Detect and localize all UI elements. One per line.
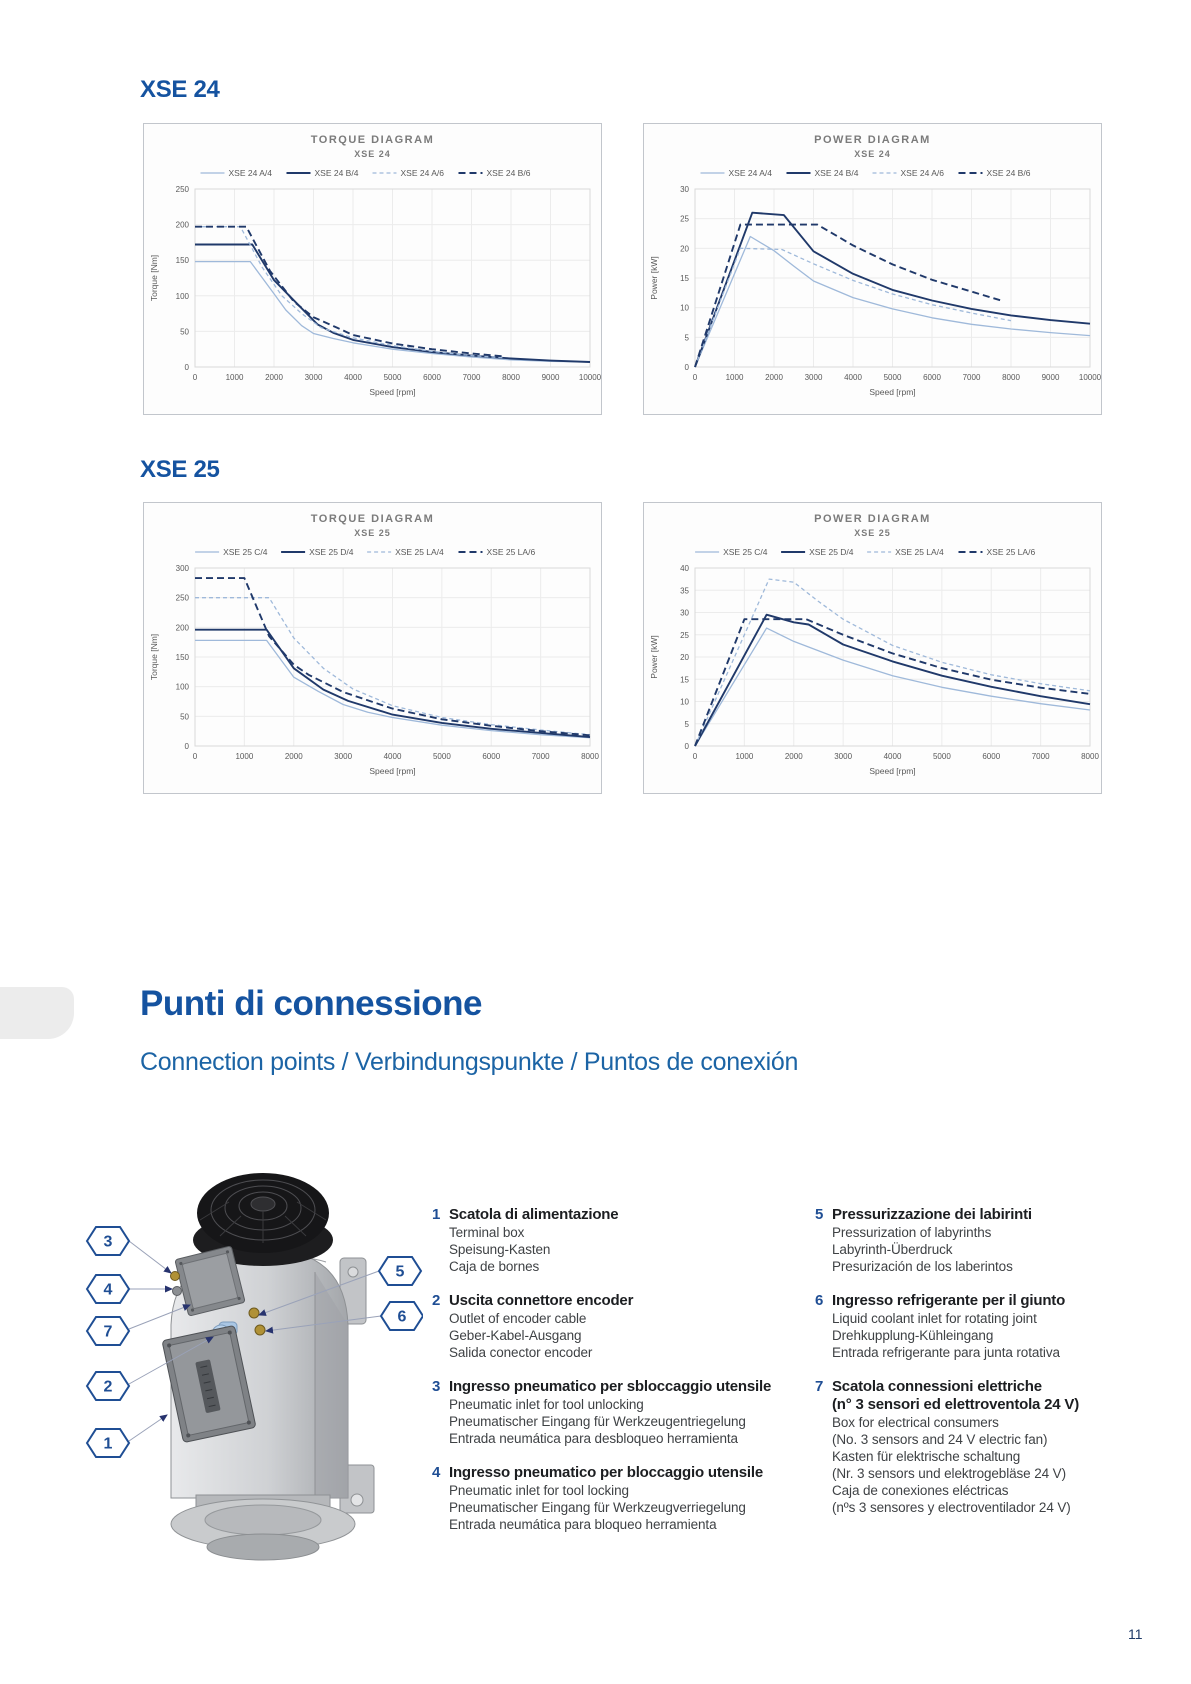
svg-text:XSE 25 LA/4: XSE 25 LA/4: [895, 547, 944, 557]
svg-text:10: 10: [680, 697, 689, 707]
torque-diagram-xse24: [143, 123, 602, 415]
svg-text:6000: 6000: [482, 752, 501, 761]
svg-text:0: 0: [692, 373, 698, 382]
connection-item-translation: Outlet of encoder cable: [449, 1311, 587, 1326]
svg-text:10000: 10000: [578, 373, 602, 382]
connection-item-title: (n° 3 sensori ed elettroventola 24 V): [832, 1396, 1080, 1413]
connection-item-3: [432, 1378, 782, 1447]
svg-text:1000: 1000: [225, 373, 244, 382]
svg-text:4000: 4000: [883, 752, 902, 761]
connection-item-title: Ingresso pneumatico per sbloccaggio utensile: [449, 1378, 772, 1395]
svg-text:0: 0: [692, 752, 698, 761]
callout-badge-2: [87, 1372, 129, 1400]
connection-item-translation: Terminal box: [449, 1225, 525, 1240]
svg-text:100: 100: [175, 291, 189, 301]
connection-item-body: [449, 1206, 618, 1275]
svg-text:8000: 8000: [502, 373, 520, 382]
connection-item-translation: Salida conector encoder: [449, 1345, 593, 1360]
svg-text:30: 30: [680, 185, 689, 194]
svg-text:50: 50: [180, 327, 189, 337]
svg-text:7000: 7000: [1031, 752, 1050, 761]
svg-text:2000: 2000: [284, 752, 303, 761]
connection-item-translation: Caja de bornes: [449, 1259, 540, 1274]
svg-text:7000: 7000: [531, 752, 550, 761]
svg-text:XSE 24 B/6: XSE 24 B/6: [986, 168, 1031, 178]
svg-text:20: 20: [680, 653, 689, 662]
callout-badge-5: [379, 1257, 421, 1285]
connection-item-translation: Speisung-Kasten: [449, 1242, 551, 1257]
svg-text:3: 3: [103, 1233, 113, 1251]
connection-item-translation: (Nr. 3 sensors und elektrogebläse 24 V): [832, 1466, 1066, 1481]
connection-item-translation: Kasten für elektrische schaltung: [832, 1449, 1021, 1464]
connection-item-6: [815, 1292, 1125, 1361]
callout-badge-3: [87, 1227, 129, 1255]
svg-text:XSE 25 LA/6: XSE 25 LA/6: [986, 547, 1036, 557]
svg-text:XSE 24 B/4: XSE 24 B/4: [814, 168, 859, 178]
svg-text:Speed [rpm]: Speed [rpm]: [369, 387, 416, 397]
svg-text:XSE 25 D/4: XSE 25 D/4: [309, 547, 354, 557]
svg-text:3000: 3000: [834, 752, 853, 761]
svg-text:5000: 5000: [432, 752, 451, 761]
svg-text:250: 250: [175, 593, 189, 603]
connection-item-translation: Labyrinth-Überdruck: [832, 1242, 953, 1257]
connection-item-number: 4: [432, 1464, 441, 1481]
svg-text:9000: 9000: [1041, 373, 1060, 382]
svg-text:TORQUE DIAGRAM: TORQUE DIAGRAM: [310, 134, 435, 146]
model-heading-xse25: XSE 25: [140, 456, 220, 483]
svg-text:4000: 4000: [844, 373, 862, 382]
svg-text:35: 35: [680, 586, 689, 596]
callout-badge-4: [87, 1275, 129, 1303]
svg-text:XSE 24 A/6: XSE 24 A/6: [400, 168, 444, 178]
svg-text:TORQUE DIAGRAM: TORQUE DIAGRAM: [310, 513, 435, 525]
connection-item-translation: (nºs 3 sensores y electroventilador 24 V): [832, 1500, 1071, 1515]
connection-item-translation: Pneumatic inlet for tool unlocking: [449, 1397, 644, 1412]
svg-text:XSE 25 D/4: XSE 25 D/4: [809, 547, 854, 557]
svg-text:3000: 3000: [804, 373, 823, 382]
svg-text:3000: 3000: [304, 373, 323, 382]
connection-item-number: 3: [432, 1378, 441, 1395]
connection-item-number: 6: [815, 1292, 824, 1309]
connection-item-number: 1: [432, 1206, 441, 1223]
torque-diagram-xse25: [143, 502, 602, 794]
svg-text:0: 0: [184, 363, 189, 372]
svg-text:0: 0: [192, 752, 198, 761]
pneumatic-inlets: [171, 1272, 182, 1296]
svg-text:300: 300: [175, 564, 189, 573]
svg-text:XSE 25: XSE 25: [354, 528, 391, 538]
svg-text:POWER DIAGRAM: POWER DIAGRAM: [814, 134, 931, 146]
svg-text:XSE 24 A/4: XSE 24 A/4: [728, 168, 772, 178]
connection-item-title: Uscita connettore encoder: [449, 1292, 634, 1309]
connection-item-translation: Drehkupplung-Kühleingang: [832, 1328, 994, 1343]
svg-text:Power [kW]: Power [kW]: [649, 635, 659, 679]
svg-text:Speed [rpm]: Speed [rpm]: [369, 766, 416, 776]
connection-item-5: [815, 1206, 1125, 1275]
connection-items-col2: [815, 1206, 1125, 1533]
spindle-motor-illustration: [78, 1110, 423, 1565]
svg-text:150: 150: [175, 256, 189, 266]
callout-badge-6: [381, 1302, 423, 1330]
power-diagram-xse25: [643, 502, 1102, 794]
svg-text:250: 250: [175, 185, 189, 194]
svg-text:Torque [Nm]: Torque [Nm]: [149, 633, 159, 681]
svg-text:2: 2: [103, 1378, 113, 1396]
svg-text:XSE 25: XSE 25: [854, 528, 891, 538]
connection-item-7: [815, 1378, 1125, 1516]
svg-text:15: 15: [680, 675, 689, 685]
connection-item-translation: Pneumatic inlet for tool locking: [449, 1483, 629, 1498]
svg-text:Speed [rpm]: Speed [rpm]: [869, 387, 916, 397]
svg-text:6: 6: [397, 1308, 407, 1326]
svg-text:0: 0: [684, 742, 689, 751]
connection-item-title: Scatola di alimentazione: [449, 1206, 619, 1223]
power-diagram-xse24: [643, 123, 1102, 415]
svg-text:5: 5: [684, 333, 689, 343]
svg-text:30: 30: [680, 608, 689, 618]
connection-item-translation: Presurización de los laberintos: [832, 1259, 1013, 1274]
svg-text:Speed [rpm]: Speed [rpm]: [869, 766, 916, 776]
connection-item-translation: Liquid coolant inlet for rotating joint: [832, 1311, 1037, 1326]
connection-item-translation: Caja de conexiones eléctricas: [832, 1483, 1009, 1498]
connection-item-1: [432, 1206, 782, 1275]
base-flange: [171, 1495, 355, 1560]
connection-item-number: 5: [815, 1206, 824, 1223]
svg-text:0: 0: [192, 373, 198, 382]
connection-item-title: Ingresso pneumatico per bloccaggio utensile: [449, 1464, 763, 1481]
callout-badge-7: [87, 1317, 129, 1345]
connection-item-translation: Pneumatischer Eingang für Werkzeugverriegelung: [449, 1500, 746, 1515]
callout-badge-1: [87, 1429, 129, 1457]
connection-item-translation: Entrada neumática para desbloqueo herramienta: [449, 1431, 738, 1446]
svg-text:10000: 10000: [1078, 373, 1102, 382]
connection-item-translation: Entrada neumática para bloqueo herramienta: [449, 1517, 717, 1532]
svg-text:200: 200: [175, 220, 189, 230]
svg-text:6000: 6000: [982, 752, 1001, 761]
connection-item-body: [832, 1206, 1032, 1275]
section-subtitle: Connection points / Verbindungspunkte / Puntos de conexión: [140, 1048, 799, 1076]
svg-text:5: 5: [395, 1263, 405, 1281]
svg-text:8000: 8000: [1081, 752, 1099, 761]
svg-text:2000: 2000: [784, 752, 803, 761]
svg-text:7000: 7000: [462, 373, 481, 382]
svg-text:XSE 24 B/4: XSE 24 B/4: [314, 168, 359, 178]
svg-text:6000: 6000: [423, 373, 441, 382]
svg-text:4000: 4000: [344, 373, 362, 382]
svg-text:6000: 6000: [923, 373, 941, 382]
connection-item-number: 7: [815, 1378, 824, 1395]
svg-text:5: 5: [684, 719, 689, 729]
svg-text:8000: 8000: [1002, 373, 1020, 382]
page-number: 11: [1128, 1626, 1143, 1642]
connection-item-translation: Entrada refrigerante para junta rotativa: [832, 1345, 1060, 1360]
svg-text:25: 25: [680, 214, 689, 224]
svg-text:XSE 25 LA/6: XSE 25 LA/6: [486, 547, 536, 557]
svg-text:XSE 24 A/6: XSE 24 A/6: [900, 168, 944, 178]
connection-item-4: [432, 1464, 782, 1533]
section-title: Punti di connessione: [140, 984, 482, 1023]
svg-text:1000: 1000: [235, 752, 254, 761]
svg-text:XSE 24: XSE 24: [854, 149, 891, 159]
connection-item-body: [832, 1378, 1079, 1516]
svg-text:1: 1: [103, 1435, 113, 1453]
svg-text:XSE 24 B/6: XSE 24 B/6: [486, 168, 531, 178]
svg-text:9000: 9000: [541, 373, 560, 382]
svg-text:20: 20: [680, 244, 689, 254]
svg-text:0: 0: [684, 363, 689, 372]
svg-text:3000: 3000: [334, 752, 353, 761]
svg-text:1000: 1000: [735, 752, 754, 761]
svg-text:5000: 5000: [883, 373, 902, 382]
connection-item-body: [449, 1464, 763, 1533]
model-heading-xse24: XSE 24: [140, 76, 220, 103]
connection-item-title: Pressurizzazione dei labirinti: [832, 1206, 1032, 1223]
connection-item-translation: (No. 3 sensors and 24 V electric fan): [832, 1432, 1048, 1447]
svg-text:XSE 24: XSE 24: [354, 149, 391, 159]
connection-item-2: [432, 1292, 782, 1361]
connection-items-col1: [432, 1206, 782, 1550]
svg-text:0: 0: [184, 742, 189, 751]
svg-text:XSE 25 C/4: XSE 25 C/4: [223, 547, 268, 557]
svg-text:XSE 24 A/4: XSE 24 A/4: [228, 168, 272, 178]
connection-item-body: [449, 1292, 633, 1361]
svg-text:25: 25: [680, 630, 689, 640]
svg-text:15: 15: [680, 274, 689, 283]
connection-item-title: Scatola connessioni elettriche: [832, 1378, 1042, 1395]
svg-text:200: 200: [175, 623, 189, 633]
svg-text:4000: 4000: [383, 752, 402, 761]
svg-text:1000: 1000: [725, 373, 744, 382]
svg-text:50: 50: [180, 712, 189, 722]
svg-text:7000: 7000: [962, 373, 981, 382]
svg-text:8000: 8000: [581, 752, 599, 761]
connection-item-body: [832, 1292, 1065, 1361]
svg-text:POWER DIAGRAM: POWER DIAGRAM: [814, 513, 931, 525]
connection-item-title: Ingresso refrigerante per il giunto: [832, 1292, 1066, 1309]
connection-item-body: [449, 1378, 771, 1447]
svg-text:4: 4: [103, 1281, 113, 1299]
svg-text:XSE 25 LA/4: XSE 25 LA/4: [395, 547, 444, 557]
svg-text:150: 150: [175, 653, 189, 662]
connection-item-number: 2: [432, 1292, 441, 1309]
svg-text:2000: 2000: [265, 373, 283, 382]
svg-text:Power [kW]: Power [kW]: [649, 256, 659, 300]
svg-text:100: 100: [175, 682, 189, 692]
svg-text:7: 7: [103, 1323, 113, 1341]
connection-item-translation: Box for electrical consumers: [832, 1415, 999, 1430]
section-left-tab: [0, 987, 74, 1039]
connection-item-translation: Pneumatischer Eingang für Werkzeugentriegelung: [449, 1414, 746, 1429]
svg-text:40: 40: [680, 564, 689, 573]
svg-text:XSE 25 C/4: XSE 25 C/4: [723, 547, 768, 557]
svg-text:2000: 2000: [765, 373, 783, 382]
connection-item-translation: Geber-Kabel-Ausgang: [449, 1328, 582, 1343]
svg-text:Torque [Nm]: Torque [Nm]: [149, 254, 159, 302]
svg-text:5000: 5000: [932, 752, 951, 761]
svg-text:10: 10: [680, 303, 689, 313]
connection-item-translation: Pressurization of labyrinths: [832, 1225, 992, 1240]
svg-text:5000: 5000: [383, 373, 402, 382]
